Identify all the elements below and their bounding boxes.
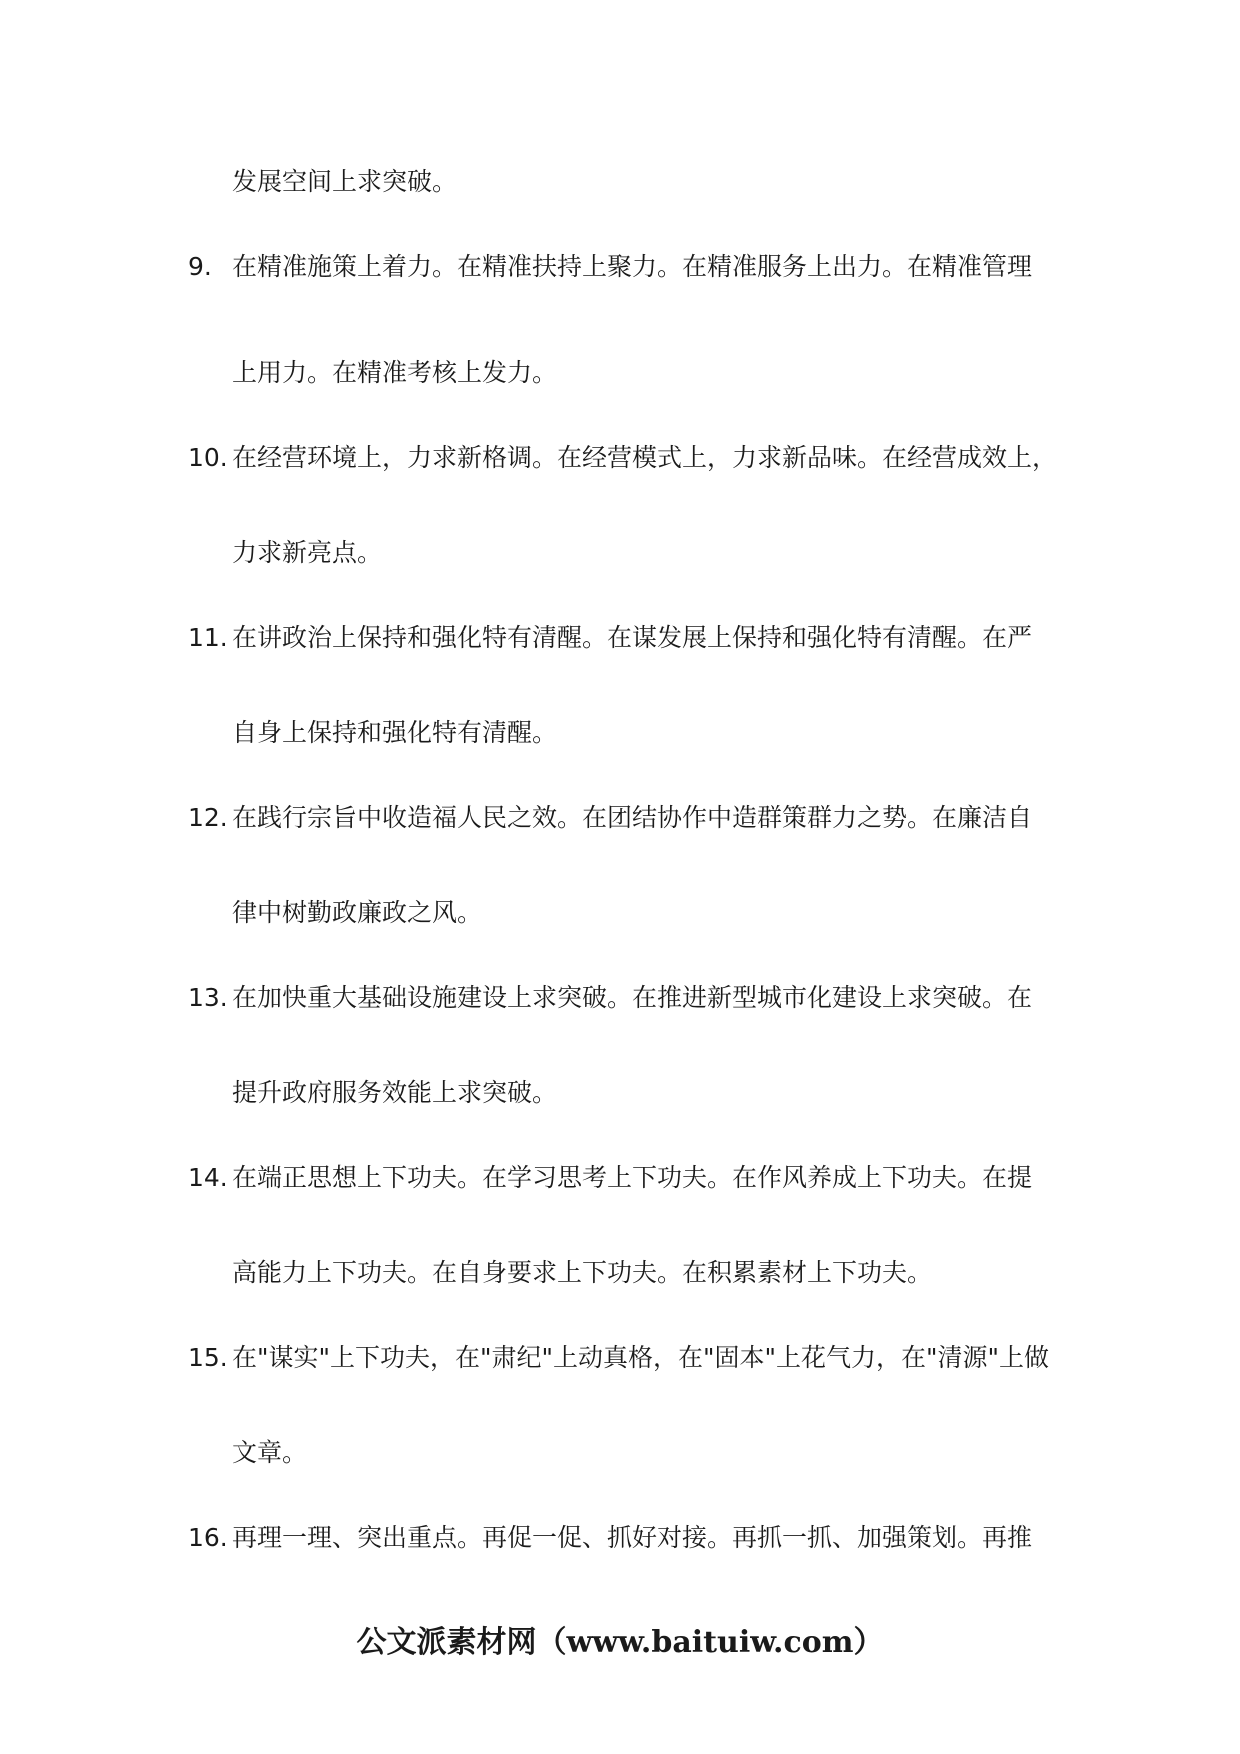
list-item-line: 在践行宗旨中收造福人民之效。在团结协作中造群策群力之势。在廉洁自: [232, 803, 1033, 832]
list-item-line: 自身上保持和强化特有清醒。: [232, 718, 558, 747]
list-item-line: 在精准施策上着力。在精准扶持上聚力。在精准服务上出力。在精准管理: [232, 252, 1033, 281]
list-number: 11.: [188, 623, 228, 652]
list-number: 16.: [188, 1523, 228, 1552]
footer-watermark: 公文派素材网（www.baituiw.com）: [356, 1625, 884, 1660]
list-item-line: 力求新亮点。: [232, 538, 383, 567]
continuation-line: 发展空间上求突破。: [232, 167, 458, 196]
list-number: 9.: [188, 252, 212, 281]
list-item-line: 在"谋实"上下功夫，在"肃纪"上动真格，在"固本"上花气力，在"清源"上做: [232, 1343, 1049, 1372]
list-item-line: 在加快重大基础设施建设上求突破。在推进新型城市化建设上求突破。在: [232, 983, 1033, 1012]
list-number: 13.: [188, 983, 228, 1012]
list-item-line: 高能力上下功夫。在自身要求上下功夫。在积累素材上下功夫。: [232, 1258, 933, 1287]
list-number: 12.: [188, 803, 228, 832]
list-item-line: 在端正思想上下功夫。在学习思考上下功夫。在作风养成上下功夫。在提: [232, 1163, 1033, 1192]
list-number: 14.: [188, 1163, 228, 1192]
list-item-line: 在经营环境上，力求新格调。在经营模式上，力求新品味。在经营成效上，: [232, 443, 1058, 472]
list-item-line: 上用力。在精准考核上发力。: [232, 358, 558, 387]
list-item-line: 在讲政治上保持和强化特有清醒。在谋发展上保持和强化特有清醒。在严: [232, 623, 1033, 652]
list-item-line: 文章。: [232, 1438, 308, 1467]
list-number: 10.: [188, 443, 228, 472]
list-item-line: 再理一理、突出重点。再促一促、抓好对接。再抓一抓、加强策划。再推: [232, 1523, 1033, 1552]
list-item-line: 提升政府服务效能上求突破。: [232, 1078, 558, 1107]
list-item-line: 律中树勤政廉政之风。: [232, 898, 483, 927]
list-number: 15.: [188, 1343, 228, 1372]
